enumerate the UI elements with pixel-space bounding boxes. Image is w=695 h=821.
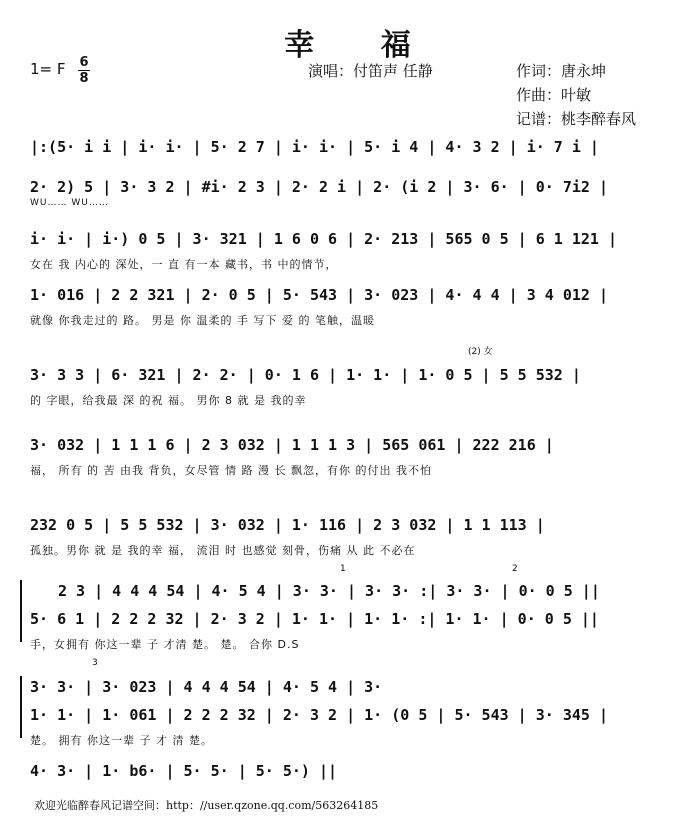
score-row-3-lyrics: 女在 我 内心的 深处，一 直 有一本 藏书，书 中的情节， bbox=[30, 258, 338, 271]
transcriber-credit: 记谱：桃李醉春风 bbox=[516, 110, 637, 128]
score-row-4-lyrics: 就像 你我走过的 路。 男是 你 温柔的 手 写下 爱 的 笔触，温暖 bbox=[30, 314, 375, 327]
score-row-5-notes: 3· 3 3 | 6· 321 | 2· 2· | 0· 1 6 | 1· 1· | 1· 0 5 | 5 5 532 | bbox=[30, 366, 581, 384]
system-bracket-1 bbox=[20, 580, 22, 642]
page-title: 幸 福 bbox=[284, 28, 439, 63]
score-row-7-lyrics: 孤独。男你 就 是 我的幸 福， 流泪 时 也感觉 刻骨，伤痛 从 此 不必在 bbox=[30, 544, 416, 557]
meter-bottom: 8 bbox=[79, 71, 89, 86]
ending-3-label: 3 bbox=[92, 658, 98, 668]
score-row-5-lyrics: 的 字眼，给我最 深 的祝 福。 男你 8 就 是 我的幸 bbox=[30, 394, 307, 407]
score-row-8-notes: 2 3 | 4 4 4 54 | 4· 5 4 | 3· 3· | 3· 3· :| 3· 3· | 0· 0 5 || bbox=[58, 582, 600, 600]
footer-url-text: 欢迎光临醉春风记谱空间：http：//user.qzone.qq.com/563264185 bbox=[34, 799, 379, 812]
composer-credit: 作曲：叶敏 bbox=[516, 86, 592, 104]
key-signature: 1= F bbox=[30, 60, 66, 78]
score-row-9-notes: 5· 6 1 | 2 2 2 32 | 2· 3 2 | 1· 1· | 1· 1· :| 1· 1· | 0· 0 5 || bbox=[30, 610, 599, 628]
score-row-6-lyrics: 福， 所有 的 苦 由我 背负，女尽管 情 路 漫 长 飘忽，有你 的付出 我不怕 bbox=[30, 464, 432, 477]
score-row-11-lyrics: 楚。 拥有 你这一辈 子 才 清 楚。 bbox=[30, 734, 213, 747]
score-row-6-notes: 3· 032 | 1 1 1 6 | 2 3 032 | 1 1 1 3 | 565 061 | 222 216 | bbox=[30, 436, 554, 454]
system-bracket-2 bbox=[20, 676, 22, 738]
time-signature bbox=[78, 56, 90, 85]
score-row-11-notes: 1· 1· | 1· 061 | 2 2 2 32 | 2· 3 2 | 1· (0 5 | 5· 543 | 3· 345 | bbox=[30, 706, 608, 724]
score-row-10-notes: 3· 3· | 3· 023 | 4 4 4 54 | 4· 5 4 | 3· bbox=[30, 678, 383, 696]
singers-credit: 演唱：付笛声 任静 bbox=[308, 62, 433, 80]
meter-top: 6 bbox=[79, 55, 89, 70]
ending-1-label: 1 bbox=[340, 564, 346, 574]
score-row-1-notes: |:(5· i i | i· i· | 5· 2 7 | i· i· | 5· i 4 | 4· 3 2 | i· 7 i | bbox=[30, 138, 599, 156]
score-row-2-lyrics: WU…… WU…… bbox=[30, 198, 109, 208]
repeat-female-mark: (2) 女 bbox=[468, 347, 493, 357]
score-row-7-notes: 232 0 5 | 5 5 532 | 3· 032 | 1· 116 | 2 3 032 | 1 1 113 | bbox=[30, 516, 545, 534]
score-row-12-notes: 4· 3· | 1· b6· | 5· 5· | 5· 5·) || bbox=[30, 762, 338, 780]
score-row-4-notes: 1· 016 | 2 2 321 | 2· 0 5 | 5· 543 | 3· 023 | 4· 4 4 | 3 4 012 | bbox=[30, 286, 608, 304]
score-row-2-notes: 2· 2) 5 | 3· 3 2 | #i· 2 3 | 2· 2 i | 2· (i 2 | 3· 6· | 0· 7i2 | bbox=[30, 178, 608, 196]
ending-2-label: 2 bbox=[512, 564, 518, 574]
score-row-9-lyrics: 手，女拥有 你这一辈 子 才清 楚。 楚。 合你 D.S bbox=[30, 638, 300, 651]
lyricist-credit: 作词：唐永坤 bbox=[516, 62, 607, 80]
score-row-3-notes: i· i· | i·) 0 5 | 3· 321 | 1 6 0 6 | 2· 213 | 565 0 5 | 6 1 121 | bbox=[30, 230, 617, 248]
